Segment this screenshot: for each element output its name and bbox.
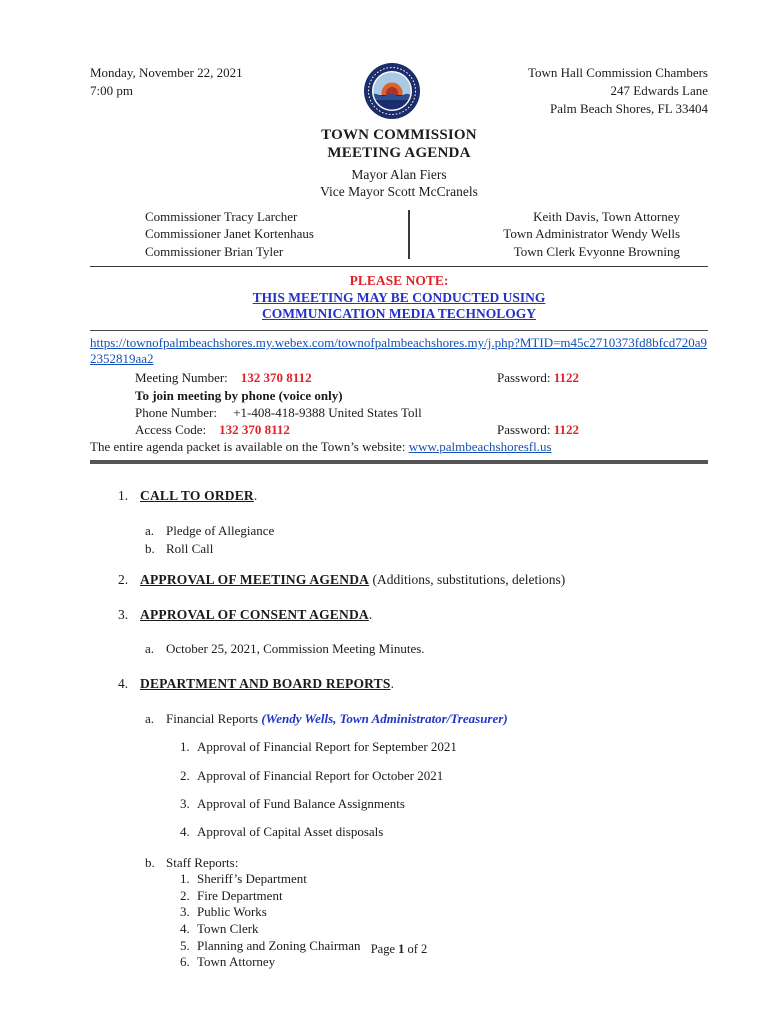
agenda-subitem — [90, 540, 708, 557]
subsubitem-label: 3. — [180, 796, 190, 811]
subitem-text: Staff Reports: — [166, 854, 239, 870]
page-number: 1 — [398, 942, 405, 956]
section-title: CALL TO ORDER — [140, 488, 254, 504]
page-footer — [90, 941, 708, 958]
subsubitem-label: 6. — [180, 954, 190, 970]
staff-column — [399, 208, 708, 262]
meeting-number-row — [90, 369, 708, 386]
subsubitem-text: Town Attorney — [197, 954, 276, 970]
agenda-section-call-to-order — [90, 487, 708, 557]
meeting-notice — [90, 273, 708, 330]
subsubitem-label: 1. — [180, 871, 190, 887]
agenda-packet-row — [90, 438, 708, 455]
agenda-list — [90, 487, 708, 971]
notice-line1: THIS MEETING MAY BE CONDUCTED USING — [252, 289, 546, 305]
agenda-subitem-staff-reports — [90, 854, 708, 871]
webex-meeting-link[interactable]: https://townofpalmbeachshores.my.webex.com/townofpalmbeachshores.my/j.php?MTID=m45c2710373fd8bfcd720a92352819aa2 — [90, 334, 707, 366]
commissioners-column — [90, 208, 399, 262]
subsubitem-label: 2. — [180, 767, 190, 783]
agenda-subsubitem — [90, 823, 708, 840]
section-number: 4. — [118, 675, 129, 691]
staff-name: Town Clerk Evyonne Browning — [513, 244, 680, 260]
subitem-annotation: (Wendy Wells, Town Administrator/Treasurer) — [261, 710, 508, 726]
section-number: 3. — [118, 607, 129, 623]
section-divider-rule — [90, 460, 708, 464]
subsubitem-text: Fire Department — [197, 887, 283, 903]
agenda-subitem — [90, 522, 708, 539]
subitem-text: Roll Call — [166, 540, 214, 556]
notice-label: PLEASE NOTE: — [349, 273, 449, 289]
page-label-suffix: of 2 — [404, 942, 428, 956]
staff-name: Town Administrator Wendy Wells — [503, 226, 680, 242]
section-tail: . — [390, 675, 394, 691]
meeting-number-value: 132 370 8112 — [240, 370, 312, 386]
section-tail: . — [253, 488, 258, 504]
phone-label: Phone Number: — [135, 404, 217, 420]
subsubitem-label: 2. — [180, 887, 190, 903]
document-header — [90, 64, 708, 124]
subsubitem-text: Planning and Zoning Chairman — [197, 937, 361, 953]
section-tail: . — [368, 607, 373, 623]
agenda-subsubitem — [90, 904, 708, 921]
agenda-subsubitem — [90, 738, 708, 755]
phone-join-heading: To join meeting by phone (voice only) — [135, 387, 343, 403]
subsubitem-label: 4. — [180, 921, 190, 937]
subitem-label: b. — [145, 540, 155, 556]
staff-name: Keith Davis, Town Attorney — [533, 208, 680, 224]
venue-name: Town Hall Commission Chambers — [527, 65, 708, 80]
subitem-text: Financial Reports — [166, 710, 262, 726]
subsubitem-text: Approval of Financial Report for September 2021 — [197, 739, 457, 755]
vice-mayor-name: Vice Mayor Scott McCranels — [320, 183, 478, 199]
subsubitem-text: Town Clerk — [197, 921, 259, 937]
commissioner-name: Commissioner Tracy Larcher — [145, 208, 298, 224]
agenda-subitem-financial-reports — [90, 710, 708, 727]
password-value: 1122 — [553, 370, 579, 386]
page-label-prefix: Page — [370, 942, 399, 956]
password-group — [497, 369, 579, 386]
venue-address — [483, 64, 708, 119]
subitem-label: a. — [145, 710, 155, 726]
section-heading — [90, 606, 708, 624]
password-group — [497, 421, 579, 438]
agenda-section-approval-meeting-agenda — [90, 571, 708, 589]
subsubitem-label: 1. — [180, 739, 190, 755]
subsubitem-text: Sheriff’s Department — [197, 871, 307, 887]
subsubitem-label: 4. — [180, 824, 190, 840]
section-title: APPROVAL OF MEETING AGENDA — [140, 572, 370, 588]
subsubitem-label: 3. — [180, 904, 190, 920]
meeting-date: Monday, November 22, 2021 — [90, 65, 243, 80]
meeting-datetime — [90, 64, 300, 100]
venue-city: Palm Beach Shores, FL 33404 — [549, 101, 708, 117]
section-number: 2. — [118, 572, 129, 588]
section-heading — [90, 571, 708, 589]
agenda-subitem — [90, 640, 708, 657]
town-seal-icon — [363, 62, 421, 124]
section-title: APPROVAL OF CONSENT AGENDA — [140, 607, 369, 623]
subsubitem-label: 5. — [180, 937, 190, 953]
agenda-section-approval-consent-agenda — [90, 606, 708, 657]
agenda-subsubitem — [90, 921, 708, 938]
town-website-link[interactable]: www.palmbeachshoresfl.us — [408, 439, 552, 455]
agenda-subsubitem — [90, 795, 708, 812]
commissioner-name: Commissioner Janet Kortenhaus — [145, 226, 314, 242]
meeting-access-info — [90, 369, 708, 455]
agenda-subsubitem — [90, 888, 708, 905]
subitem-text: October 25, 2021, Commission Meeting Minutes. — [166, 641, 425, 657]
subsubitem-text: Approval of Capital Asset disposals — [197, 824, 384, 840]
agenda-subsubitem — [90, 871, 708, 888]
access-code-row — [90, 421, 708, 438]
document-title-line2: MEETING AGENDA — [327, 145, 471, 162]
notice-line2: COMMUNICATION MEDIA TECHNOLOGY — [261, 306, 536, 322]
section-heading — [90, 675, 708, 693]
document-title-block — [90, 127, 708, 200]
section-title: DEPARTMENT AND BOARD REPORTS — [140, 675, 391, 691]
section-heading — [90, 487, 708, 505]
section-number: 1. — [118, 488, 129, 504]
password-label: Password: — [497, 421, 551, 437]
meeting-time: 7:00 pm — [90, 83, 133, 99]
document-title-line1: TOWN COMMISSION — [321, 127, 477, 144]
subsubitem-text: Approval of Financial Report for October 2021 — [197, 767, 444, 783]
commissioner-name: Commissioner Brian Tyler — [145, 244, 284, 260]
subitem-label: b. — [145, 854, 155, 870]
subsubitem-text: Approval of Fund Balance Assignments — [197, 796, 405, 811]
subitem-text: Pledge of Allegiance — [166, 523, 275, 539]
webex-link-block — [90, 335, 708, 367]
access-code-value: 132 370 8112 — [219, 421, 290, 437]
venue-street: 247 Edwards Lane — [610, 83, 708, 99]
access-code-label: Access Code: — [135, 421, 207, 437]
officials-section — [90, 208, 708, 268]
phone-number-row — [90, 404, 708, 421]
mayor-name: Mayor Alan Fiers — [351, 166, 447, 182]
phone-value: +1-408-418-9388 United States Toll — [233, 404, 422, 420]
password-label: Password: — [497, 370, 551, 386]
password-value: 1122 — [553, 421, 579, 437]
agenda-subsubitem — [90, 767, 708, 784]
subitem-label: a. — [145, 523, 155, 539]
subitem-label: a. — [145, 641, 155, 657]
packet-text: The entire agenda packet is available on the Town’s website: — [90, 439, 409, 455]
agenda-section-department-board-reports — [90, 675, 708, 971]
meeting-number-label: Meeting Number: — [135, 370, 228, 386]
section-tail: (Additions, substitutions, deletions) — [369, 572, 566, 588]
column-divider — [408, 210, 410, 260]
subsubitem-text: Public Works — [197, 904, 267, 920]
